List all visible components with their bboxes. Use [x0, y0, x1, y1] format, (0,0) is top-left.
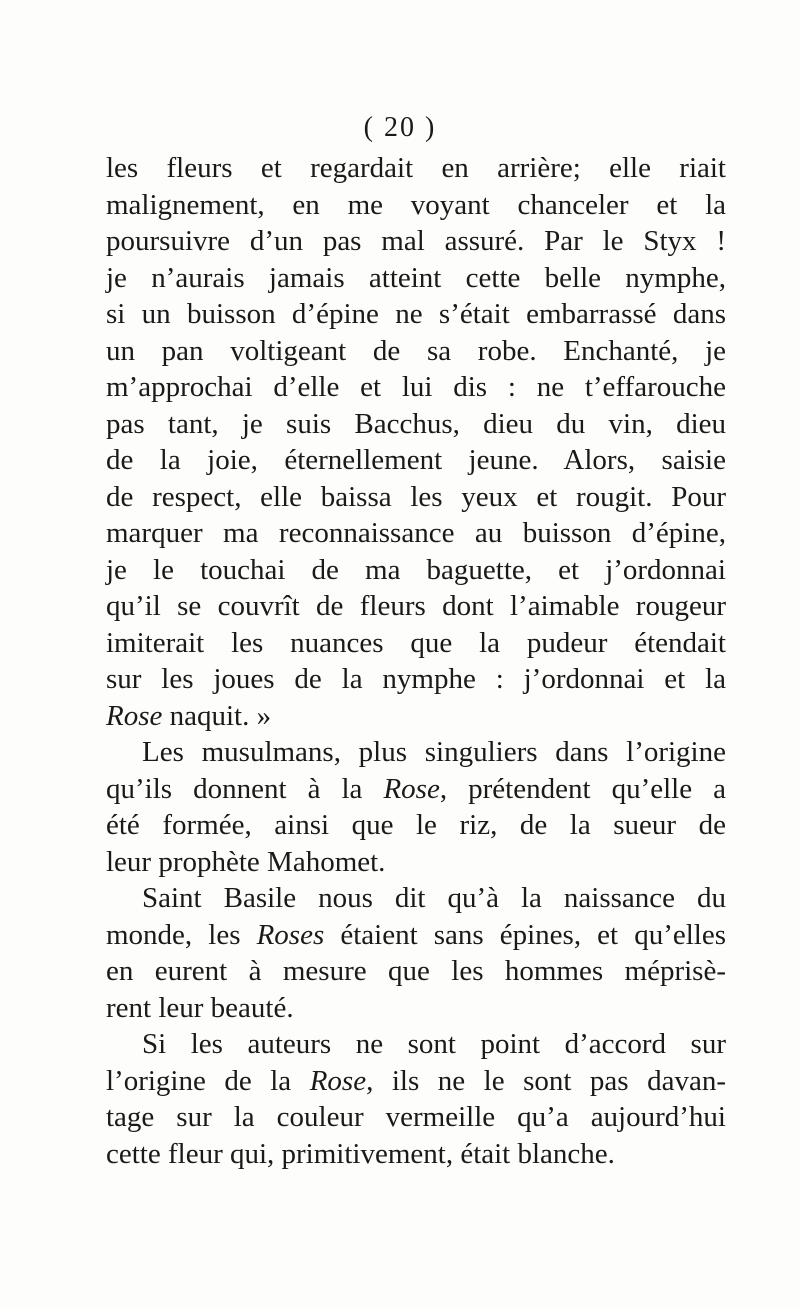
- text-segment: étaient sans épines, et qu’elles: [324, 918, 726, 951]
- italic-word: Rose: [309, 1064, 367, 1097]
- text-segment: pas tant, je suis Bacchus, dieu du vin, dieu: [106, 407, 726, 440]
- text-line: [106, 150, 726, 187]
- text-segment: l’origine de la: [106, 1064, 310, 1097]
- text-segment: cette fleur qui, primitivement, était blanche.: [106, 1137, 615, 1170]
- text-segment: malignement, en me voyant chanceler et la: [106, 188, 726, 221]
- text-line: [106, 333, 726, 370]
- text-line: [106, 296, 726, 333]
- text-line: [106, 369, 726, 406]
- italic-word: Rose: [383, 772, 440, 805]
- text-segment: marquer ma reconnaissance au buisson d’épine,: [106, 517, 726, 549]
- text-line: [106, 734, 726, 771]
- text-segment: de respect, elle baissa les yeux et rougit. Pour: [106, 480, 726, 513]
- text-segment: été formée, ainsi que le riz, de la sueur de: [106, 809, 726, 841]
- text-segment: naquit. »: [162, 699, 272, 732]
- text-segment: tage sur la couleur vermeille qu’a aujourd’hui: [106, 1101, 726, 1133]
- page-number: ( 20 ): [363, 112, 437, 143]
- text-line: [106, 880, 726, 917]
- text-segment: en eurent à mesure que les hommes méprisè-: [106, 955, 726, 987]
- text-line: [106, 406, 726, 443]
- text-line: [106, 1099, 726, 1136]
- text-segment: monde, les: [106, 918, 257, 951]
- text-segment: , prétendent qu’elle a: [439, 772, 726, 805]
- text-segment: si un buisson d’épine ne s’était embarrassé dans: [106, 298, 726, 330]
- text-segment: qu’il se couvrît de fleurs dont l’aimable rougeur: [106, 590, 726, 622]
- text-line: [106, 260, 726, 297]
- text-segment: leur prophète Mahomet.: [106, 845, 386, 878]
- text-segment: sur les joues de la nymphe : j’ordonnai et la: [106, 663, 726, 695]
- text-segment: Saint Basile nous dit qu’à la naissance du: [142, 882, 726, 914]
- text-line: [106, 807, 726, 844]
- text-segment: m’approchai d’elle et lui dis : ne t’effarouche: [106, 371, 726, 403]
- text-line: [106, 917, 726, 954]
- text-line: [106, 588, 726, 625]
- text-line: [106, 953, 726, 990]
- text-line: [106, 990, 726, 1027]
- italic-word: Roses: [256, 918, 325, 951]
- text-segment: imiterait les nuances que la pudeur étendait: [106, 626, 726, 659]
- body-text: [106, 150, 726, 1172]
- italic-word: Rose: [106, 699, 163, 732]
- text-segment: de la joie, éternellement jeune. Alors, saisie: [106, 444, 726, 476]
- text-segment: un pan voltigeant de sa robe. Enchanté, je: [106, 334, 726, 367]
- text-segment: Les musulmans, plus singuliers dans l’origine: [142, 736, 726, 768]
- text-line: [106, 1026, 726, 1063]
- text-segment: je le touchai de ma baguette, et j’ordonnai: [106, 553, 726, 586]
- text-line: [106, 661, 726, 698]
- text-line: [106, 479, 726, 516]
- text-line: [106, 1136, 726, 1173]
- text-segment: rent leur beauté.: [106, 991, 294, 1024]
- text-line: [106, 223, 726, 260]
- text-segment: , ils ne le sont pas davan-: [366, 1064, 726, 1097]
- text-segment: je n’aurais jamais atteint cette belle nymphe,: [106, 261, 726, 294]
- text-line: [106, 625, 726, 662]
- text-line: [106, 844, 726, 881]
- text-segment: Si les auteurs ne sont point d’accord sur: [142, 1028, 726, 1060]
- text-line: [106, 771, 726, 808]
- text-line: [106, 187, 726, 224]
- text-line: [106, 515, 726, 552]
- text-line: [106, 442, 726, 479]
- text-segment: poursuivre d’un pas mal assuré. Par le Styx !: [106, 225, 726, 257]
- text-segment: qu’ils donnent à la: [106, 772, 384, 805]
- text-line: [106, 552, 726, 589]
- text-line: [106, 698, 726, 735]
- text-line: [106, 1063, 726, 1100]
- text-segment: les fleurs et regardait en arrière; elle riait: [106, 152, 726, 184]
